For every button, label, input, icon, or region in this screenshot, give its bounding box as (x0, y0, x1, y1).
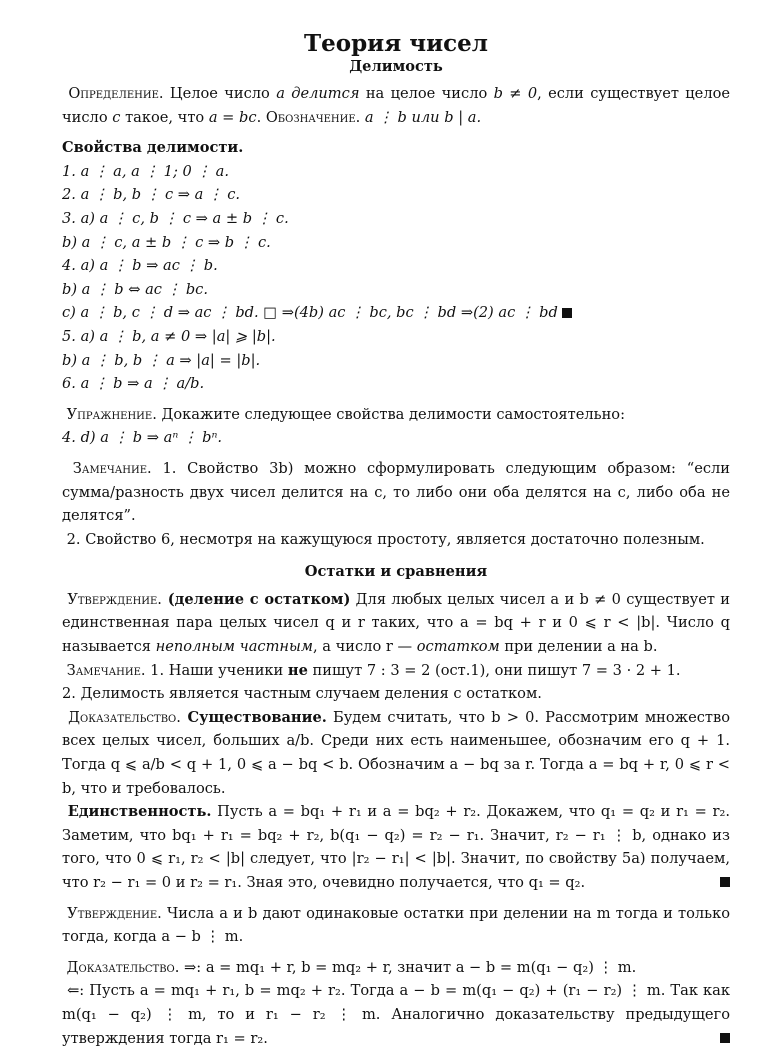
exercise-item: 4. d) a ⋮ b ⇒ aⁿ ⋮ bⁿ. (62, 429, 223, 447)
property-item-with-proof (62, 301, 730, 325)
term-remainder: остатком (416, 638, 500, 656)
proof-uniqueness-title: Единственность. (67, 803, 212, 821)
claim-text: при делении a на b. (499, 638, 658, 656)
claim-title: (деление с остатком) (161, 590, 351, 608)
definition-term: делится (291, 85, 360, 102)
section-title-divisibility: Делимость (349, 58, 443, 75)
definition-condition: b ≠ 0 (493, 85, 538, 102)
property-item: 6. a ⋮ b ⇒ a ⋮ a/b. (62, 375, 205, 393)
proof-uniqueness-paragraph (62, 800, 730, 894)
definition-text: такое, что (120, 108, 209, 126)
claim-text: Для любых целых чисел a и b ≠ 0 существует и единственная пара целых чисел q и r таких, что a = bq + r и 0 ⩽ r < |b|. Число q называется (62, 590, 730, 656)
definition-equation: a = bc (208, 108, 257, 126)
claim-congruence-paragraph (62, 902, 730, 949)
qed-square-icon (720, 1033, 730, 1043)
definition-text: Целое число (163, 85, 277, 102)
proof-existence-paragraph (62, 706, 730, 800)
definition-paragraph (62, 82, 730, 129)
property-item: 3. a) a ⋮ c, b ⋮ c ⇒ a ± b ⋮ c. (62, 209, 289, 227)
remark-label: Замечание. (72, 459, 152, 477)
remark-text: 2. Свойство 6, несмотря на кажущуюся простоту, является достаточно полезным. (66, 530, 705, 548)
claim-text: Числа a и b дают одинаковые остатки при делении на m тогда и только тогда, когда a − b ⋮ m. (62, 904, 730, 946)
var-c: c (112, 108, 121, 126)
proof-existence-title: Существование. (180, 708, 327, 726)
proof-2-paragraph (62, 979, 730, 1050)
definition-text: , если существует целое число (62, 85, 731, 126)
qed-square-icon (562, 308, 572, 318)
term-quotient: неполным частным (155, 638, 314, 656)
proof-text: ⇐: Пусть a = mq₁ + r₁, b = mq₂ + r₂. Тогда a − b = m(q₁ − q₂) + (r₁ − r₂) ⋮ m. Так как m(q₁ − q₂) ⋮ m, то и r₁ − r₂ ⋮ m. Аналогично доказательству предыдущего утверждения тогда r₁ = r₂. (62, 982, 730, 1047)
proof-text: Будем считать, что b > 0. Рассмотрим множество всех целых чисел, больших a/b. Среди них есть наименьшее, обозначим его q + 1. Тогда q ⩽ a/b < q + 1, 0 ⩽ a − bq < b. Обозначим a − bq за r. Тогда a = bq + r, 0 ⩽ r < b, что и требовалось. (62, 708, 730, 797)
property-item: 1. a ⋮ a, a ⋮ 1; 0 ⋮ a. (62, 162, 230, 180)
remark-text-2 (62, 528, 730, 552)
page-title: Теория чисел (304, 30, 488, 57)
property-item: b) a ⋮ b, b ⋮ a ⇒ |a| = |b|. (62, 351, 261, 369)
properties-list (62, 160, 730, 396)
claim-text: , а число r — (313, 638, 417, 656)
qed-square-icon (720, 877, 730, 887)
property-item: 2. a ⋮ b, b ⋮ c ⇒ a ⋮ c. (62, 186, 241, 204)
remark-label: Замечание. (66, 661, 146, 679)
proof-text: Пусть a = bq₁ + r₁ и a = bq₂ + r₂. Докажем, что q₁ = q₂ и r₁ = r₂. Заметим, что bq₁ + r₁ = bq₂ + r₂, b(q₁ − q₂) = r₂ − r₁. Значит, r₂ − r₁ ⋮ b, однако из того, что 0 ⩽ r₁, r₂ < |b| следует, что |r₂ − r₁| < |b|. Значит, по свойству 5a) получаем, что r₂ − r₁ = 0 и r₂ = r₁. Зная это, очевидно получается, что q₁ = q₂. (62, 803, 730, 891)
claim-label: Утверждение. (67, 904, 162, 922)
property-item: b) a ⋮ b ⇔ ac ⋮ bc. (62, 280, 208, 298)
proof-2-line-1 (62, 956, 730, 980)
section-title-remainders: Остатки и сравнения (304, 563, 488, 581)
remark-text: 1. Наши ученики (145, 661, 288, 679)
emphasis-ne: не (287, 661, 308, 679)
definition-text: . (256, 108, 266, 126)
remark-2-paragraph (62, 659, 730, 683)
document-page (62, 30, 730, 1050)
proof-label: Доказательство. (68, 708, 181, 726)
definition-label: Определение. (68, 85, 164, 102)
definition-text: на целое число (359, 85, 494, 102)
claim-division-paragraph (62, 588, 730, 659)
remark-text: пишут 7 : 3 = 2 (ост.1), они пишут 7 = 3 · 2 + 1. (307, 661, 681, 679)
remark-text: 1. Свойство 3b) можно сформулировать следующим образом: “если сумма/разность двух чисел делится на c, то либо они оба делятся на c, либо оба не делятся”. (62, 459, 730, 525)
remark-2-line-2: 2. Делимость является частным случаем деления с остатком. (62, 685, 542, 703)
proof-label: Доказательство. (66, 958, 180, 976)
exercise-paragraph (62, 403, 730, 427)
properties-heading: Свойства делимости. (62, 139, 244, 157)
property-item: 4. a) a ⋮ b ⇒ ac ⋮ b. (62, 257, 218, 275)
property-item-text: c) a ⋮ b, c ⋮ d ⇒ ac ⋮ bd. □ ⇒(4b) ac ⋮ bc, bc ⋮ bd ⇒(2) ac ⋮ bd (62, 304, 558, 322)
claim-label: Утверждение. (67, 590, 162, 608)
remark-paragraph (62, 457, 730, 528)
exercise-text: Докажите следующее свойства делимости самостоятельно: (156, 405, 625, 423)
property-item: b) a ⋮ c, a ± b ⋮ c ⇒ b ⋮ c. (62, 233, 271, 251)
notation-label: Обозначение. (265, 108, 361, 126)
proof-text: ⇒: a = mq₁ + r, b = mq₂ + r, значит a − b = m(q₁ − q₂) ⋮ m. (179, 958, 637, 976)
property-item: 5. a) a ⋮ b, a ≠ 0 ⇒ |a| ⩾ |b|. (62, 327, 276, 345)
var-a: a (276, 85, 285, 102)
notation-text: a ⋮ b или b | a. (360, 108, 482, 126)
exercise-label: Упражнение. (66, 405, 157, 423)
